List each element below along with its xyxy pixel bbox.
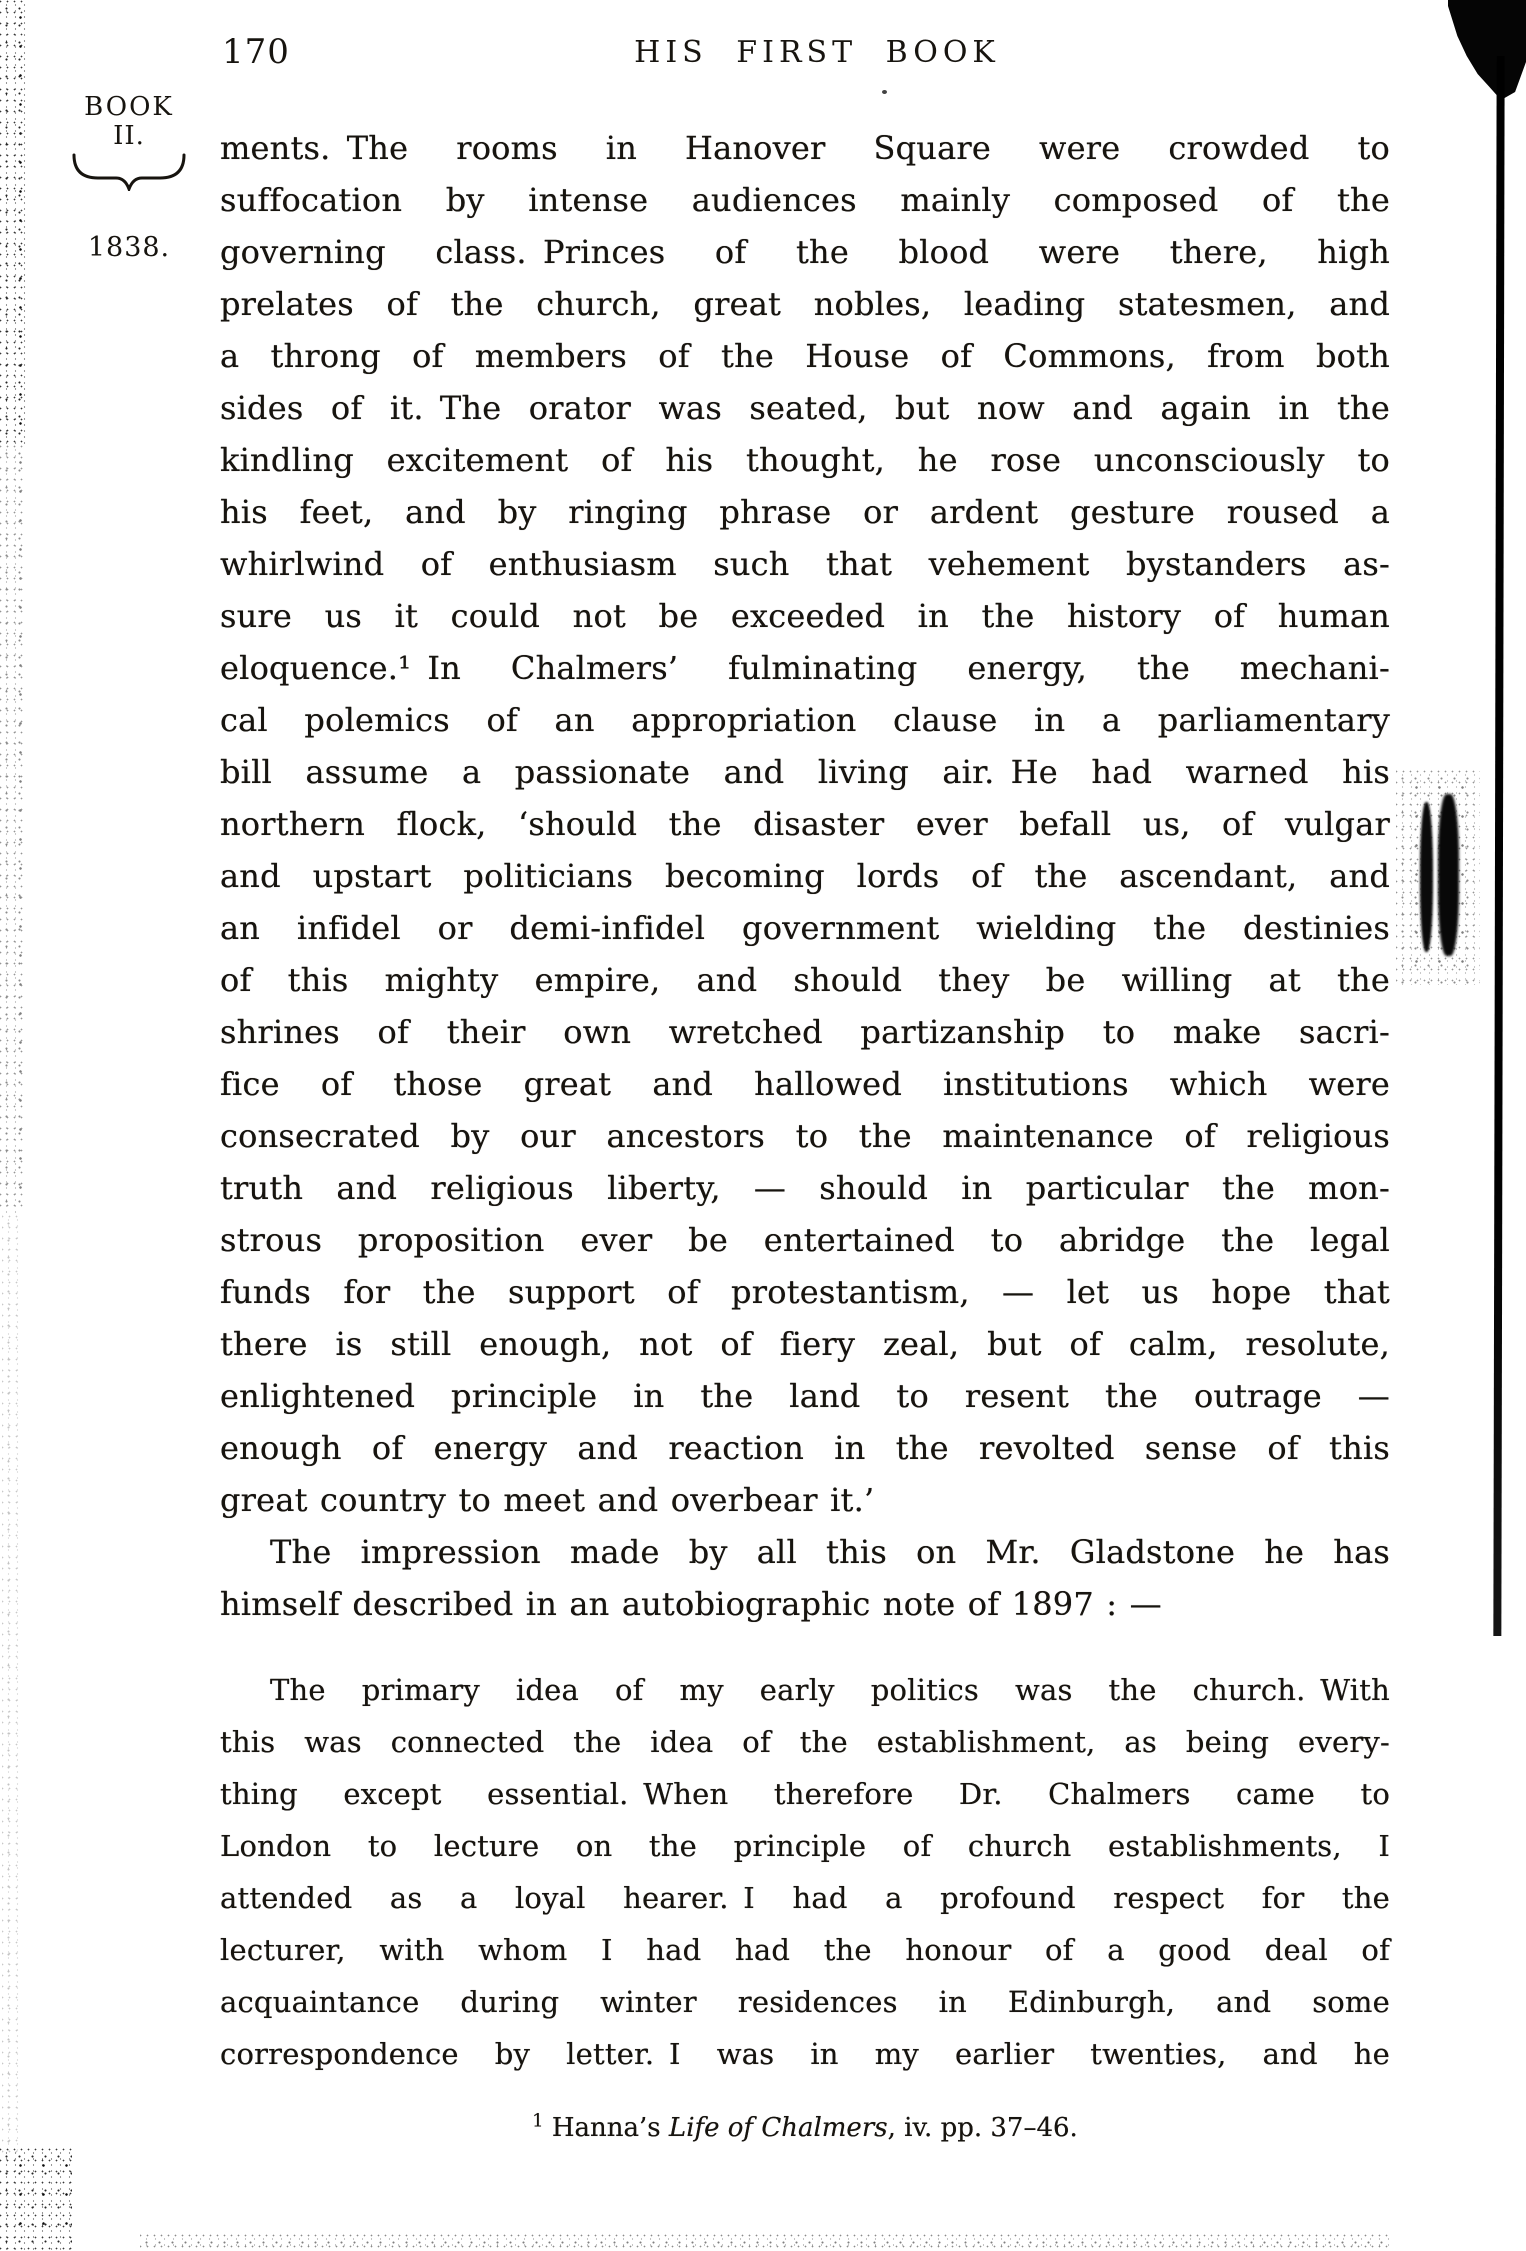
running-header: HIS FIRST BOOK <box>634 35 1000 70</box>
text-line: kindling excitement of his thought, he rose unconsciously to <box>220 441 1390 479</box>
paragraph-impression <box>220 1526 1390 1630</box>
margin-note-book: BOOK <box>84 92 174 122</box>
page-header <box>220 30 1390 76</box>
text-line: The impression made by all this on Mr. Gladstone he has <box>270 1533 1390 1571</box>
footnote-text-prefix: Hanna’s <box>543 2113 669 2143</box>
scan-noise-left-middle <box>0 445 23 1215</box>
text-line: fice of those great and hallowed institutions which were <box>220 1065 1390 1103</box>
extract-gladstone-note <box>220 1664 1390 2080</box>
scan-noise-left-lower <box>2 1215 19 2155</box>
text-line: strous proposition ever be entertained to abridge the legal <box>220 1221 1390 1259</box>
footnote <box>220 2106 1390 2150</box>
text-line: a throng of members of the House of Commons, from both <box>220 337 1390 375</box>
scan-noise-left-top <box>0 0 27 445</box>
margin-notes <box>62 92 196 263</box>
text-line: ments. The rooms in Hanover Square were crowded to <box>220 129 1390 167</box>
text-line: thing except essential. When therefore Dr. Chalmers came to <box>220 1777 1390 1811</box>
scan-noise-bottom-left-corner <box>0 2148 72 2251</box>
footnote-text-suffix: , iv. pp. 37–46. <box>887 2113 1078 2143</box>
text-line: shrines of their own wretched partizanship to make sacri- <box>220 1013 1390 1051</box>
text-line: attended as a loyal hearer. I had a profound respect for the <box>220 1881 1390 1915</box>
text-line: suffocation by intense audiences mainly composed of the <box>220 181 1390 219</box>
ink-smudge <box>1438 794 1459 956</box>
footnote-italic-title: Life of Chalmers <box>668 2113 888 2143</box>
text-line: himself described in an autobiographic note of 1897 : — <box>220 1585 1162 1623</box>
text-line: correspondence by letter. I was in my earlier twenties, and he <box>220 2037 1390 2071</box>
text-line: great country to meet and overbear it.’ <box>220 1481 875 1519</box>
ink-smudge <box>1420 802 1433 952</box>
text-line: lecturer, with whom I had had the honour of a good deal of <box>220 1933 1390 1967</box>
text-line: whirlwind of enthusiasm such that vehement bystanders as- <box>220 545 1390 583</box>
text-line: The primary idea of my early politics was the church. With <box>270 1673 1390 1707</box>
margin-brace-icon <box>70 153 188 191</box>
text-line: and upstart politicians becoming lords of the ascendant, and <box>220 857 1390 895</box>
paragraph-continued <box>220 122 1390 1526</box>
text-line: acquaintance during winter residences in Edinburgh, and some <box>220 1985 1390 2019</box>
page-edge-line <box>1493 56 1504 1636</box>
margin-note-year: 1838. <box>87 232 171 263</box>
text-line: bill assume a passionate and living air. He had warned his <box>220 753 1390 791</box>
text-line: eloquence.¹ In Chalmers’ fulminating energy, the mechani- <box>220 649 1390 687</box>
text-line: of this mighty empire, and should they be willing at the <box>220 961 1390 999</box>
stray-ink-dot <box>882 90 887 94</box>
text-line: an infidel or demi-infidel government wielding the destinies <box>220 909 1390 947</box>
ink-blob-top-right <box>1448 0 1526 100</box>
text-line: funds for the support of protestantism, — let us hope that <box>220 1273 1390 1311</box>
text-line: northern flock, ‘should the disaster ever befall us, of vulgar <box>220 805 1390 843</box>
text-line: governing class. Princes of the blood were there, high <box>220 233 1390 271</box>
text-line: his feet, and by ringing phrase or ardent gesture roused a <box>220 493 1390 531</box>
text-line: London to lecture on the principle of church establishments, I <box>220 1829 1390 1863</box>
text-line: truth and religious liberty, — should in particular the mon- <box>220 1169 1390 1207</box>
text-line: prelates of the church, great nobles, leading statesmen, and <box>220 285 1390 323</box>
text-line: cal polemics of an appropriation clause in a parliamentary <box>220 701 1390 739</box>
text-line: sure us it could not be exceeded in the history of human <box>220 597 1390 635</box>
text-column <box>220 122 1390 2080</box>
scan-noise-bottom-edge <box>140 2234 1390 2249</box>
text-line: this was connected the idea of the establishment, as being every- <box>220 1725 1390 1759</box>
text-line: enlightened principle in the land to resent the outrage — <box>220 1377 1390 1415</box>
text-line: sides of it. The orator was seated, but now and again in the <box>220 389 1390 427</box>
text-line: consecrated by our ancestors to the maintenance of religious <box>220 1117 1390 1155</box>
text-line: there is still enough, not of fiery zeal, but of calm, resolute, <box>220 1325 1390 1363</box>
page-number: 170 <box>222 32 290 72</box>
footnote-marker: 1 <box>532 2110 544 2132</box>
margin-note-numeral: II. <box>113 121 145 151</box>
text-line: enough of energy and reaction in the revolted sense of this <box>220 1429 1390 1467</box>
